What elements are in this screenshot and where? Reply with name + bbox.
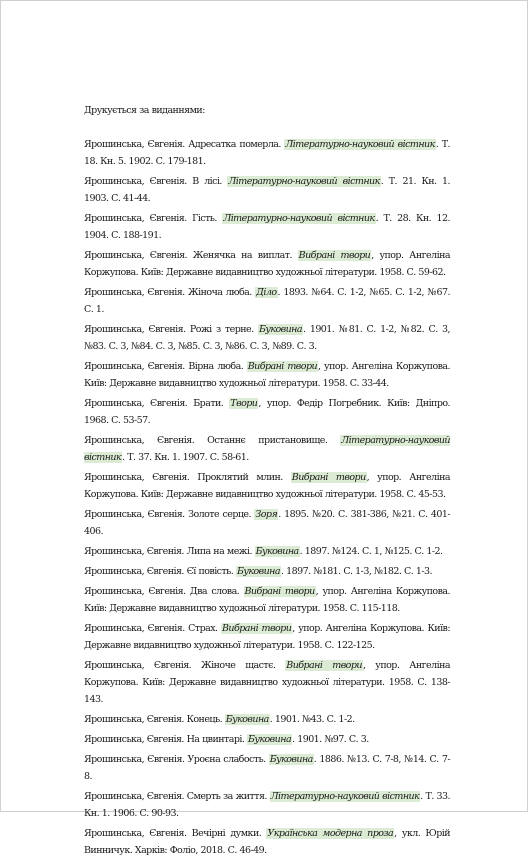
entry-author-title: Ярошинська, Євгенія. Рожі з терне. — [84, 324, 258, 335]
entry-details: , упор. Ангеліна Коржупова. Київ: Державне видавництво художньої літератури. 1958. С. 33-44. — [84, 361, 450, 389]
bibliography-entry — [84, 506, 450, 540]
entry-author-title: Ярошинська, Євгенія. Адресатка померла. — [84, 139, 285, 150]
entry-author-title: Ярошинська, Євгенія. Останнє пристановище. — [84, 435, 341, 446]
source-title-highlight: Літературно-науковий вістник — [223, 213, 375, 224]
entry-details: , упор. Ангеліна Коржупова. Київ: Державне видавництво художньої літератури. 1958. С. 59-62. — [84, 250, 450, 278]
entry-details: , упор. Ангеліна Коржупова. Київ: Державне видавництво художньої літератури. 1958. С. 45-53. — [84, 472, 450, 500]
source-title-highlight: Буковина — [258, 324, 302, 335]
entry-details: , упор. Ангеліна Коржупова. Київ: Державне видавництво художньої літератури. 1958. С. 122-125. — [84, 623, 451, 651]
entry-author-title: Ярошинська, Євгенія. Золоте серце. — [84, 509, 255, 520]
entry-details: . 1901. №81. С. 1-2, №82. С. 3, №83. С. 3, №84. С. 3, №85. С. 3, №86. С. 3, №89. С. 3. — [84, 324, 450, 352]
bibliography-entry — [84, 432, 450, 466]
source-title-highlight: Буковина — [236, 566, 280, 577]
entry-details: , упор. Ангеліна Коржупова. Київ: Державне видавництво художньої літератури. 1958. С. 115-118. — [84, 586, 450, 614]
bibliography-entry — [84, 711, 450, 728]
source-title-highlight: Літературно-науковий вістник — [228, 176, 380, 187]
entry-author-title: Ярошинська, Євгенія. На цвинтарі. — [84, 734, 247, 745]
bibliography-entry — [84, 751, 450, 785]
entry-details: , упор. Ангеліна Коржупова. Київ: Державне видавництво художньої літератури. 1958. С. 138-143. — [84, 660, 450, 705]
source-title-highlight: Вибрані твори — [286, 660, 362, 671]
entry-details: . Т. 28. Кн. 12. 1904. С. 188-191. — [84, 213, 450, 241]
source-title-highlight: Зоря — [255, 509, 278, 520]
bibliography-entry — [84, 210, 450, 244]
source-title-highlight: Вибрані твори — [298, 250, 371, 261]
bibliography-entry — [84, 731, 450, 748]
entry-author-title: Ярошинська, Євгенія. Уроєна слабость. — [84, 754, 269, 765]
entry-details: , укл. Юрій Винничук. Харків: Фоліо, 2018. С. 46-49. — [84, 828, 450, 856]
source-title-highlight: Вибрані твори — [291, 472, 366, 483]
entry-author-title: Ярошинська, Євгенія. Жіноче щастє. — [84, 660, 286, 671]
entry-author-title: Ярошинська, Євгенія. Конець. — [84, 714, 225, 725]
entry-author-title: Ярошинська, Євгенія. В лісі. — [84, 176, 228, 187]
bibliography-entry — [84, 657, 450, 708]
bibliography-entry — [84, 469, 450, 503]
entry-author-title: Ярошинська, Євгенія. Брати. — [84, 398, 230, 409]
entry-details: . 1886. №13. С. 7-8, №14. С. 7-8. — [84, 754, 450, 782]
entry-details: . Т. 21. Кн. 1. 1903. С. 41-44. — [84, 176, 450, 204]
source-title-highlight: Буковина — [255, 546, 299, 557]
source-title-highlight: Буковина — [269, 754, 313, 765]
entry-details: . 1895. №20. С. 381-386, №21. С. 401-406. — [84, 509, 451, 537]
entry-details: , упор. Федір Погребник. Київ: Дніпро. 1968. С. 53-57. — [84, 398, 451, 426]
entry-author-title: Ярошинська, Євгенія. Женячка на виплат. — [84, 250, 298, 261]
entry-details: . 1901. №43. С. 1-2. — [269, 714, 355, 725]
source-title-highlight: Діло — [256, 287, 277, 298]
bibliography-entry — [84, 395, 450, 429]
bibliography-entry — [84, 825, 450, 859]
entry-list — [84, 136, 450, 859]
source-title-highlight: Буковина — [225, 714, 269, 725]
entry-details: . Т. 18. Кн. 5. 1902. С. 179-181. — [84, 139, 450, 167]
source-title-highlight: Вибрані твори — [222, 623, 292, 634]
entry-details: . 1893. №64. С. 1-2, №65. С. 1-2, №67. С. 1. — [84, 287, 450, 315]
entry-details: . Т. 33. Кн. 1. 1906. С. 90-93. — [84, 791, 450, 819]
entry-author-title: Ярошинська, Євгенія. Два слова. — [84, 586, 244, 597]
bibliography-entry — [84, 136, 450, 170]
bibliography-entry — [84, 620, 450, 654]
source-title-highlight: Твори — [230, 398, 258, 409]
bibliography-entry — [84, 284, 450, 318]
entry-author-title: Ярошинська, Євгенія. Жіноча люба. — [84, 287, 256, 298]
entry-details: . Т. 37. Кн. 1. 1907. С. 58-61. — [122, 452, 249, 463]
bibliography-entry — [84, 173, 450, 207]
source-title-highlight: Літературно-науковий вістник — [84, 435, 450, 463]
entry-author-title: Ярошинська, Євгенія. Смерть за життя. — [84, 791, 270, 802]
source-title-highlight: Літературно-науковий вістник — [285, 139, 435, 150]
source-title-highlight: Літературно-науковий вістник — [270, 791, 420, 802]
entry-details: . 1897. №181. С. 1-3, №182. С. 1-3. — [281, 566, 433, 577]
bibliography — [84, 102, 450, 859]
entry-author-title: Ярошинська, Євгенія. Вірна люба. — [84, 361, 247, 372]
entry-author-title: Ярошинська, Євгенія. Єї повість. — [84, 566, 236, 577]
entry-details: . 1897. №124. С. 1, №125. С. 1-2. — [299, 546, 443, 557]
bibliography-entry — [84, 583, 450, 617]
entry-author-title: Ярошинська, Євгенія. Липа на межі. — [84, 546, 255, 557]
source-title-highlight: Українська модерна проза — [267, 828, 394, 839]
entry-author-title: Ярошинська, Євгенія. Проклятий млин. — [84, 472, 291, 483]
entry-author-title: Ярошинська, Євгенія. Вечірні думки. — [84, 828, 267, 839]
entry-author-title: Ярошинська, Євгенія. Гість. — [84, 213, 223, 224]
entry-author-title: Ярошинська, Євгенія. Страх. — [84, 623, 221, 634]
bibliography-entry — [84, 358, 450, 392]
source-title-highlight: Вибрані твори — [244, 586, 315, 597]
bibliography-entry — [84, 563, 450, 580]
entry-details: . 1901. №97. С. 3. — [292, 734, 369, 745]
source-title-highlight: Вибрані твори — [247, 361, 318, 372]
intro-text: Друкується за виданнями: — [84, 105, 205, 116]
bibliography-entry — [84, 543, 450, 560]
source-title-highlight: Буковина — [248, 734, 292, 745]
bibliography-entry — [84, 788, 450, 822]
bibliography-entry — [84, 321, 450, 355]
bibliography-entry — [84, 247, 450, 281]
